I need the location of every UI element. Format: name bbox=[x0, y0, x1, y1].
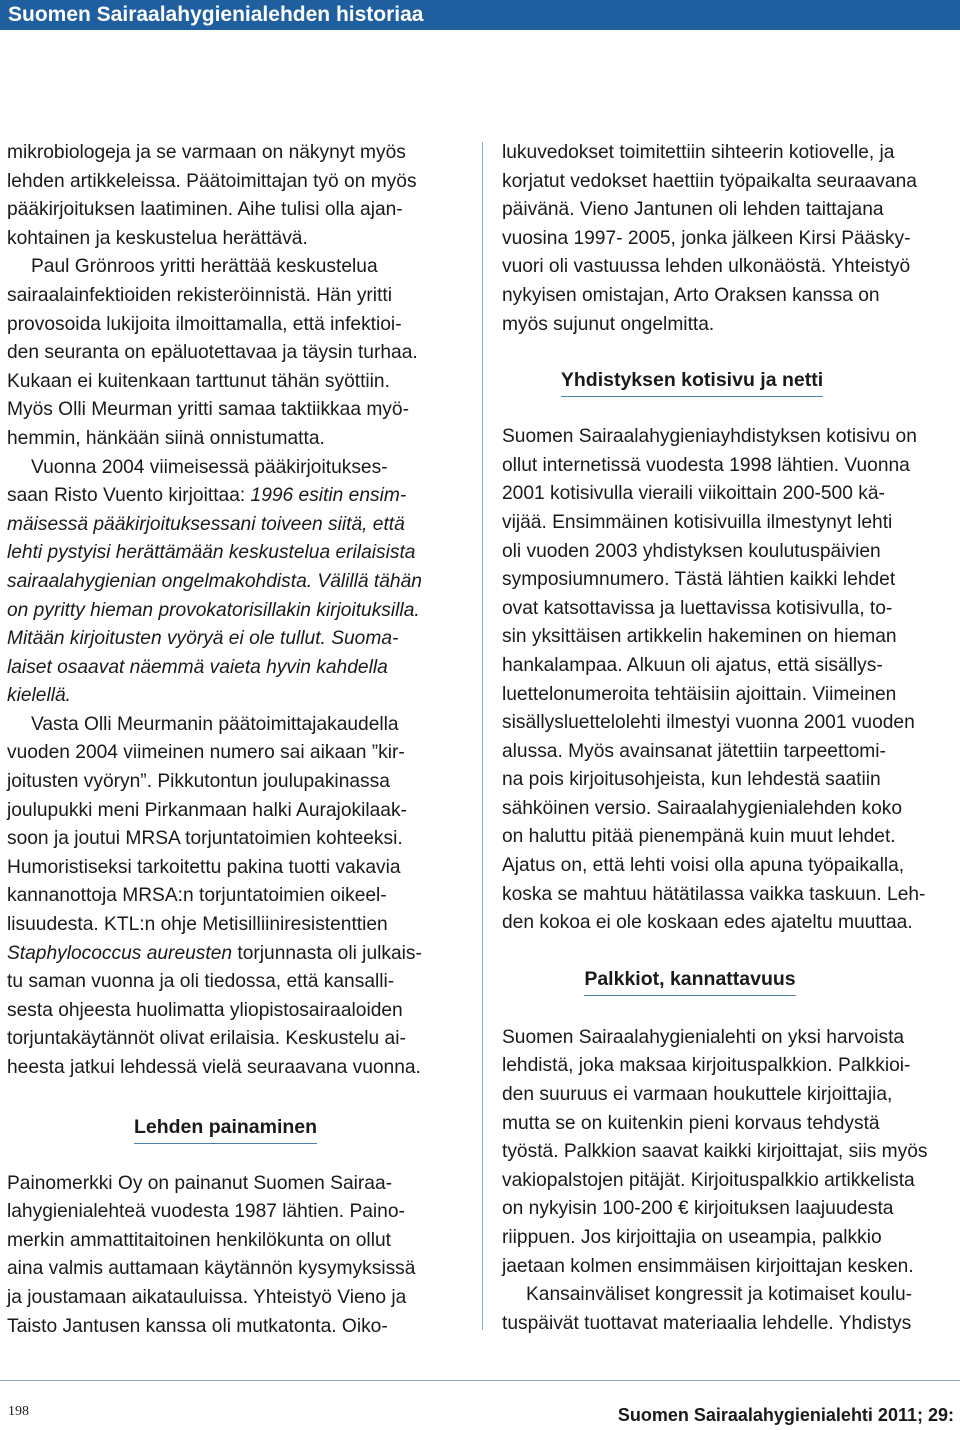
text-line: den suuruus ei varmaan houkuttele kirjoittajia, bbox=[502, 1084, 893, 1106]
text-line: soon ja joutui MRSA torjuntatoimien kohteeksi. bbox=[7, 828, 403, 850]
text-line: heesta jatkui lehdessä vielä seuraavana vuonna. bbox=[7, 1057, 421, 1078]
text-line: Myös Olli Meurman yritti samaa taktiikkaa myö- bbox=[7, 399, 409, 421]
quote-line: laiset osaavat näemmä vaieta hyvin kahdella bbox=[7, 656, 388, 678]
quote-line: sairaalahygienian ongelmakohdista. Välillä tähän bbox=[7, 570, 422, 592]
quote-run: 1996 esitin ensim- bbox=[250, 485, 407, 507]
text-line: Vuonna 2004 viimeisessä pääkirjoitukses- bbox=[31, 456, 388, 478]
text-line: lehden artikkeleissa. Päätoimittajan työ on myös bbox=[7, 170, 417, 192]
text-line: joitusten vyöryn”. Pikkutontun joulupakinassa bbox=[7, 771, 390, 793]
text-line: Ajatus on, että lehti voisi olla apuna työpaikalla, bbox=[502, 855, 905, 877]
text-line: vuori oli vastuussa lehden ulkonäöstä. Yhteistyö bbox=[502, 256, 911, 278]
text-line: lisuudesta. KTL:n ohje Metisilliiniresistenttien bbox=[7, 914, 388, 936]
text-line: aina valmis auttamaan käytännön kysymyksissä bbox=[7, 1258, 416, 1280]
text-line: lehdistä, joka maksaa kirjoituspalkkion. Palkkioi- bbox=[502, 1055, 911, 1077]
text-line: lahygienialehteä vuodesta 1987 lähtien. Paino- bbox=[7, 1201, 405, 1223]
text-line: joulupukki meni Pirkanmaan halki Aurajokilaak- bbox=[7, 799, 407, 821]
quote-line: lehti pystyisi herättämään keskustelua erilaisista bbox=[7, 542, 416, 564]
text-line: ovat katsottavissa ja luettavissa kotisivulla, to- bbox=[502, 597, 893, 619]
text-line: torjuntakäytännöt olivat erilaisia. Keskustelu ai- bbox=[7, 1028, 406, 1050]
text-line: oli vuoden 2003 yhdistyksen koulutuspäivien bbox=[502, 540, 881, 562]
column-divider bbox=[482, 142, 483, 1330]
right-column bbox=[502, 139, 958, 1338]
text-line: sähköinen versio. Sairaalahygienialehden koko bbox=[502, 797, 903, 819]
text-line: sesta ohjeesta huolimatta yliopistosairaaloiden bbox=[7, 999, 403, 1021]
text-line: päivänä. Vieno Jantunen oli lehden taittajana bbox=[502, 199, 884, 221]
text-line: pääkirjoituksen laatiminen. Aihe tulisi olla ajan- bbox=[7, 199, 403, 221]
text-line: sin yksittäisen artikkelin hakeminen on hieman bbox=[502, 626, 897, 648]
quote-line: mäisessä pääkirjoituksessani toiveen siitä, että bbox=[7, 513, 405, 535]
footer-journal-title: Suomen Sairaalahygienialehti 2011; 29: bbox=[617, 1405, 954, 1425]
text-line: Humoristiseksi tarkoitettu pakina tuotti vakavia bbox=[7, 856, 401, 878]
text-line: Vasta Olli Meurmanin päätoimittajakaudella bbox=[31, 713, 399, 735]
text-line: on haluttu pitää pienempänä kuin muut lehdet. bbox=[502, 826, 896, 848]
text-run: torjunnasta oli julkais- bbox=[232, 942, 422, 964]
text-line: ollut internetissä vuodesta 1998 lähtien. Vuonna bbox=[502, 454, 910, 476]
text-line bbox=[7, 482, 460, 511]
quote-line: kielellä. bbox=[7, 685, 71, 707]
text-line: tuspäivät tuottavat materiaalia lehdelle. Yhdistys bbox=[502, 1312, 912, 1334]
text-line: provosoida lukijoita ilmoittamalla, että infektioi- bbox=[7, 313, 402, 335]
page-header-title: Suomen Sairaalahygienialehden historiaa bbox=[8, 3, 424, 26]
text-line: työstä. Palkkion saavat kaikki kirjoittajat, siis myös bbox=[502, 1141, 928, 1163]
quote-line: Mitään kirjoitusten vyöryä ei ole tullut. Suoma- bbox=[7, 628, 399, 650]
text-line: Kansainväliset kongressit ja kotimaiset koulu- bbox=[526, 1284, 913, 1306]
text-line: jaetaan kolmen ensimmäisen kirjoittajan kesken. bbox=[502, 1255, 914, 1277]
text-line: sairaalainfektioiden rekisteröinnistä. Hän yritti bbox=[7, 284, 392, 306]
text-line: vakiopalstojen pitäjät. Kirjoituspalkkio artikkelista bbox=[502, 1169, 915, 1191]
text-line: mikrobiologeja ja se varmaan on näkynyt myös bbox=[7, 142, 406, 163]
text-line: mutta se on kuitenkin pieni korvaus tehdystä bbox=[502, 1112, 880, 1134]
text-line: myös sujunut ongelmitta. bbox=[502, 313, 715, 335]
left-column bbox=[7, 139, 460, 1341]
text-line: alussa. Myös avainsanat jätettiin tarpeettomi- bbox=[502, 740, 886, 762]
text-line: Suomen Sairaalahygienialehti on yksi harvoista bbox=[502, 1026, 905, 1048]
text-line: Paul Grönroos yritti herättää keskustelua bbox=[31, 256, 378, 278]
section-heading-palkkiot: Palkkiot, kannattavuus bbox=[584, 966, 795, 996]
page-number: 198 bbox=[8, 1404, 29, 1419]
text-line: hankalampaa. Alkuun oli ajatus, että sisällys- bbox=[502, 654, 883, 676]
text-line: lukuvedokset toimitettiin sihteerin kotiovelle, ja bbox=[502, 142, 895, 163]
section-heading-kotisivu: Yhdistyksen kotisivu ja netti bbox=[561, 367, 823, 397]
text-line: den kokoa ei ole koskaan edes ajateltu muuttaa. bbox=[502, 912, 913, 934]
text-line: korjatut vedokset haettiin työpaikalta seuraavana bbox=[502, 170, 917, 192]
text-line bbox=[7, 940, 460, 969]
text-line: Painomerkki Oy on painanut Suomen Sairaa- bbox=[7, 1172, 393, 1194]
header-bar bbox=[0, 0, 960, 30]
text-line: vuosina 1997- 2005, jonka jälkeen Kirsi Pääsky- bbox=[502, 227, 911, 249]
text-line: Taisto Jantusen kanssa oli mutkatonta. Oiko- bbox=[7, 1315, 388, 1337]
text-line: kohtainen ja keskustelua herättävä. bbox=[7, 227, 308, 249]
text-line: vuoden 2004 viimeinen numero sai aikaan ”kir- bbox=[7, 742, 405, 764]
text-run: saan Risto Vuento kirjoittaa: bbox=[7, 485, 251, 507]
text-line: vijää. Ensimmäinen kotisivuilla ilmestynyt lehti bbox=[502, 511, 893, 533]
text-line: koska se mahtuu hätätilassa vaikka taskuun. Leh- bbox=[502, 883, 926, 905]
text-line: hemmin, hänkään siinä onnistumatta. bbox=[7, 427, 325, 449]
text-line: nykyisen omistajan, Arto Oraksen kanssa on bbox=[502, 284, 880, 306]
text-line: on nykyisin 100-200 € kirjoituksen laajuudesta bbox=[502, 1198, 894, 1220]
text-line: luettelonumeroita tehtäisiin ajoittain. Viimeinen bbox=[502, 683, 897, 705]
text-line: den seuranta on epäluotettavaa ja täysin turhaa. bbox=[7, 342, 418, 364]
text-line: tu saman vuonna ja oli tiedossa, että kansalli- bbox=[7, 971, 395, 993]
text-line: Kukaan ei kuitenkaan tarttunut tähän syöttiin. bbox=[7, 370, 390, 392]
text-line: 2001 kotisivulla vieraili viikoittain 200-500 kä- bbox=[502, 483, 885, 505]
text-line: kannanottoja MRSA:n torjuntatoimien oikeel- bbox=[7, 885, 387, 907]
text-line: symposiumnumero. Tästä lähtien kaikki lehdet bbox=[502, 569, 896, 591]
footer-rule bbox=[0, 1380, 960, 1381]
text-line: sisällysluettelolehti ilmestyi vuonna 2001 vuoden bbox=[502, 712, 915, 734]
text-line: riippuen. Jos kirjoittajia on useampia, palkkio bbox=[502, 1227, 882, 1248]
species-name: Staphylococcus aureusten bbox=[7, 942, 233, 964]
text-line: Suomen Sairaalahygieniayhdistyksen kotisivu on bbox=[502, 426, 917, 448]
quote-line: on pyritty hieman provokatorisillakin kirjoituksilla. bbox=[7, 599, 420, 621]
text-line: merkin ammattitaitoinen henkilökunta on ollut bbox=[7, 1229, 391, 1251]
text-line: na pois kirjoitusohjeista, kun lehdestä saatiin bbox=[502, 769, 881, 791]
text-line: ja joustamaan aikatauluissa. Yhteistyö Vieno ja bbox=[7, 1286, 407, 1308]
section-heading-painaminen: Lehden painaminen bbox=[134, 1114, 317, 1144]
